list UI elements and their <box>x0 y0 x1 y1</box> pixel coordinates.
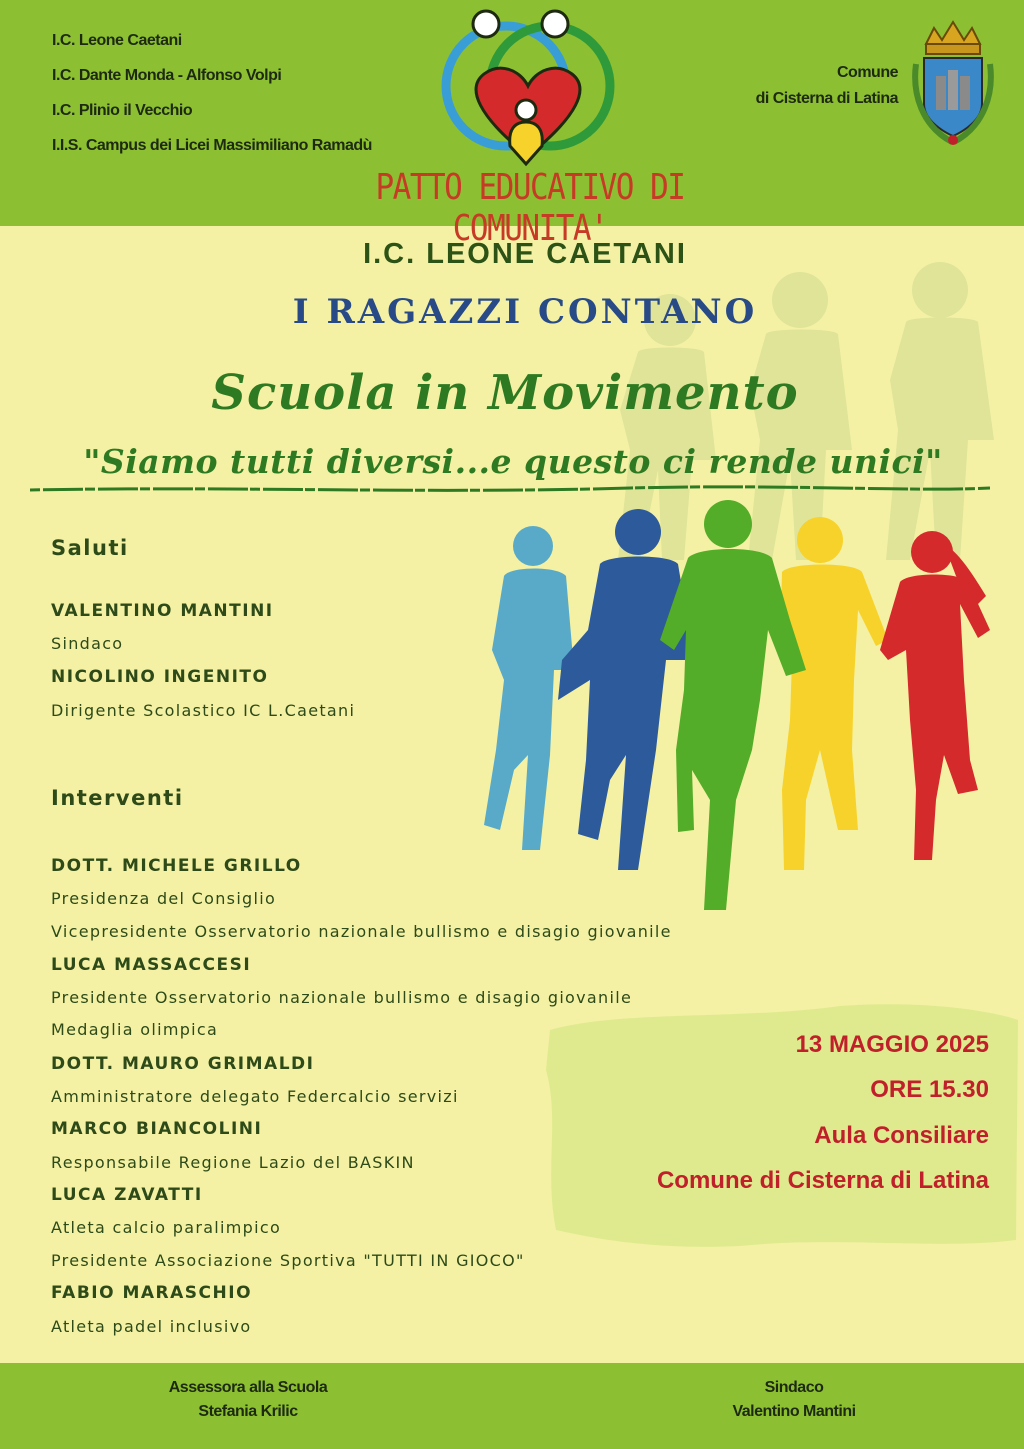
runner-blue <box>558 509 694 870</box>
speaker-role: Atleta calcio paralimpico <box>51 1218 282 1237</box>
event-date: 13 MAGGIO 2025 <box>795 1031 989 1058</box>
footer-band <box>0 1363 1024 1449</box>
saluti-heading: Saluti <box>51 536 129 560</box>
speaker-name: VALENTINO MANTINI <box>51 601 274 621</box>
speaker-name: FABIO MARASCHIO <box>51 1283 253 1303</box>
school-item: I.C. Leone Caetani <box>52 32 182 49</box>
speaker-name: DOTT. MAURO GRIMALDI <box>51 1054 315 1074</box>
speaker-role: Amministratore delegato Federcalcio servizi <box>51 1087 459 1106</box>
header-band <box>0 0 1024 250</box>
runner-red <box>880 531 990 860</box>
event-venue: Comune di Cisterna di Latina <box>656 1167 989 1194</box>
speaker-role: Responsabile Regione Lazio del BASKIN <box>51 1153 415 1172</box>
speaker-role: Presidente Osservatorio nazionale bullismo e disagio giovanile <box>51 988 633 1007</box>
signature-assessora <box>148 1376 348 1424</box>
runner-yellow <box>780 517 888 870</box>
signature-sindaco <box>694 1376 894 1424</box>
speaker-name: DOTT. MICHELE GRILLO <box>51 856 302 876</box>
event-time: ORE 15.30 <box>870 1076 989 1103</box>
comune-line-2: di Cisterna di Latina <box>755 90 898 107</box>
school-title: I.C. LEONE CAETANI <box>363 238 687 270</box>
school-item: I.I.S. Campus dei Licei Massimiliano Ramadù <box>52 137 372 154</box>
event-title: Scuola in Movimento <box>211 365 799 421</box>
motto-underline <box>30 482 990 498</box>
signature-role: Sindaco <box>764 1379 824 1396</box>
speaker-role: Sindaco <box>51 634 124 653</box>
signature-name: Valentino Mantini <box>732 1403 856 1420</box>
interventi-heading: Interventi <box>51 786 184 810</box>
runners-illustration <box>470 500 1010 920</box>
speaker-role: Vicepresidente Osservatorio nazionale bullismo e disagio giovanile <box>51 922 672 941</box>
school-item: I.C. Plinio il Vecchio <box>52 102 193 119</box>
signature-name: Stefania Krilic <box>198 1403 298 1420</box>
event-place: Aula Consiliare <box>814 1122 989 1149</box>
project-title: I RAGAZZI CONTANO <box>292 292 758 332</box>
comune-line-1: Comune <box>837 64 898 81</box>
speaker-name: LUCA MASSACCESI <box>51 955 252 975</box>
motto: "Siamo tutti diversi...e questo ci rende unici" <box>83 442 943 481</box>
town-crest-icon <box>912 14 994 148</box>
speaker-role: Atleta padel inclusivo <box>51 1317 252 1336</box>
speaker-role: Medaglia olimpica <box>51 1020 219 1039</box>
school-list <box>52 30 372 170</box>
signature-role: Assessora alla Scuola <box>168 1379 328 1396</box>
comune-label <box>756 60 898 112</box>
school-item: I.C. Dante Monda - Alfonso Volpi <box>52 67 282 84</box>
speaker-name: NICOLINO INGENITO <box>51 667 269 687</box>
speaker-role: Presidenza del Consiglio <box>51 889 277 908</box>
speaker-name: LUCA ZAVATTI <box>51 1185 203 1205</box>
speaker-name: MARCO BIANCOLINI <box>51 1119 263 1139</box>
patto-educativo-title: PATTO EDUCATIVO DI COMUNITA' <box>375 166 685 250</box>
speaker-role: Presidente Associazione Sportiva "TUTTI IN GIOCO" <box>51 1251 525 1270</box>
patto-educativo-logo <box>438 6 618 176</box>
speaker-role: Dirigente Scolastico IC L.Caetani <box>51 701 356 720</box>
